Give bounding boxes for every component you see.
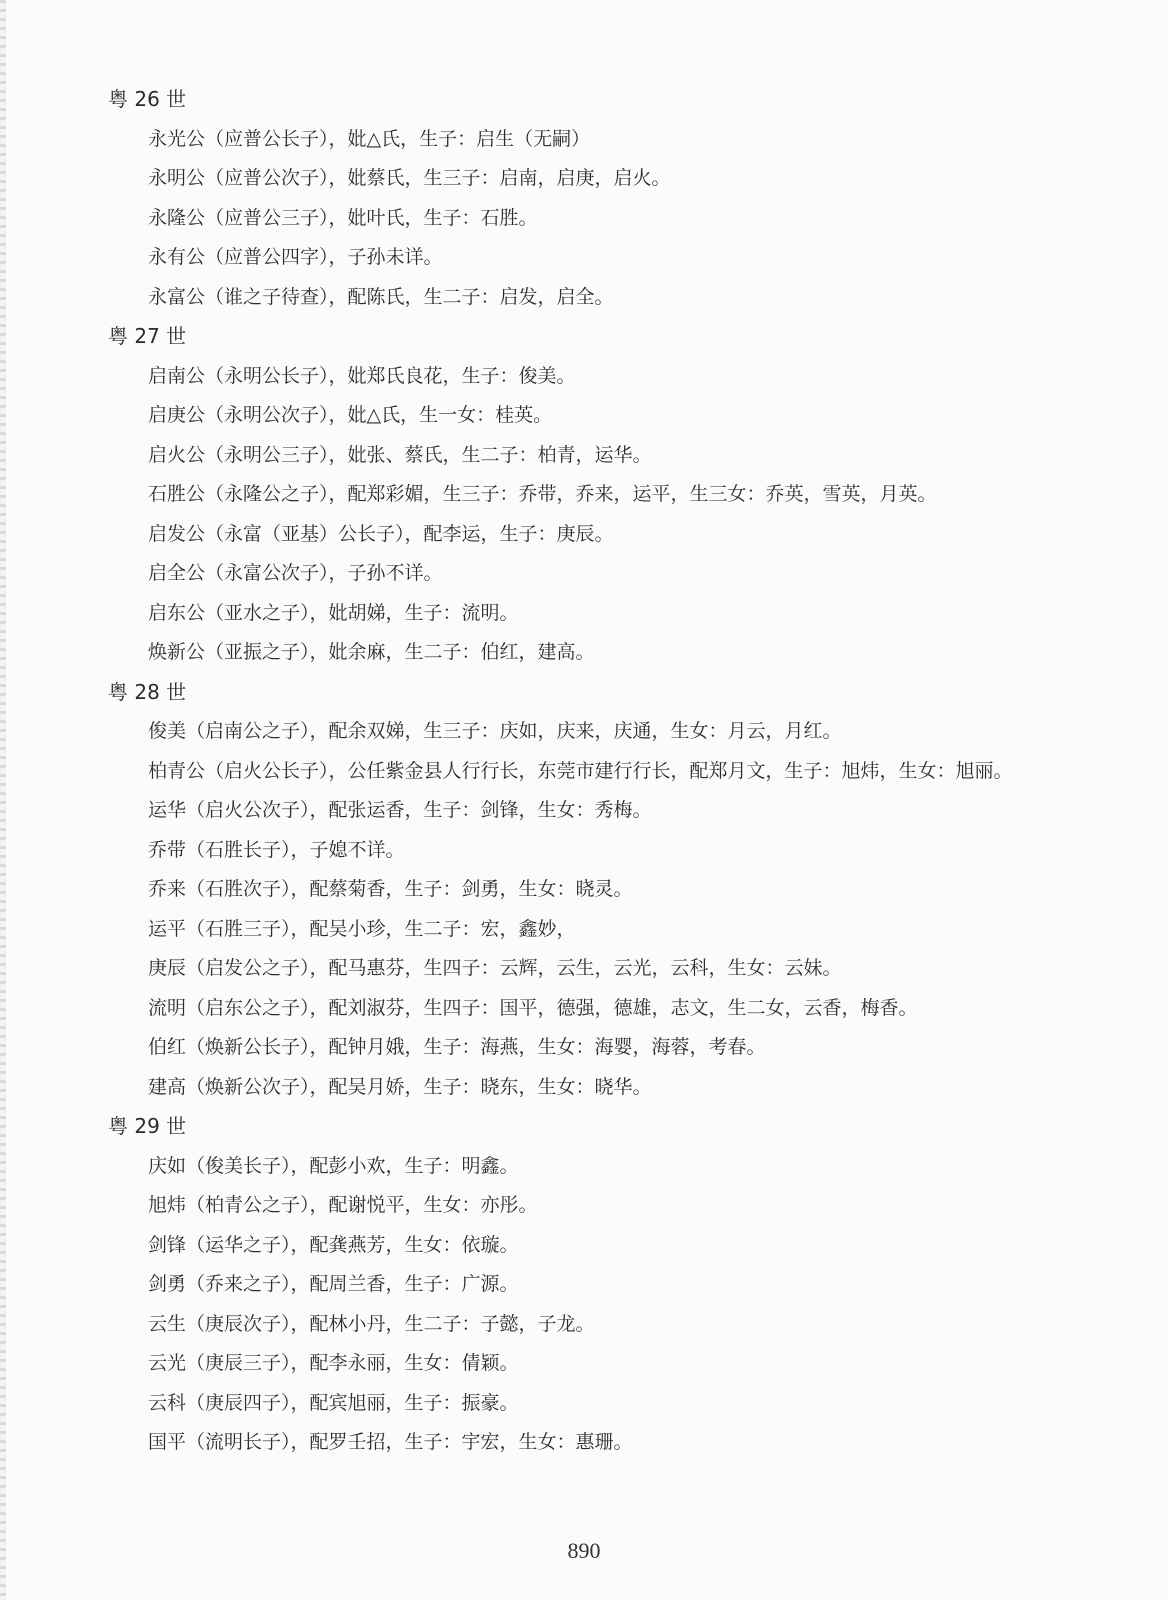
section-heading-27: 粤 27 世 [108,324,187,348]
entry: 云生（庚辰次子），配林小丹，生二子：子懿，子龙。 [148,1312,595,1335]
entry: 流明（启东公之子），配刘淑芬，生四子：国平，德强，德雄，志文，生二女，云香，梅香。 [148,996,918,1019]
entry: 旭炜（柏青公之子），配谢悦平，生女：亦彤。 [148,1194,538,1216]
entry: 启火公（永明公三子），妣张、蔡氏，生二子：柏青，运华。 [148,443,652,466]
entry: 永富公（谁之子待查），配陈氏，生二子：启发，启全。 [148,285,614,308]
entry: 永光公（应普公长子），妣△氏，生子：启生（无嗣） [148,127,591,150]
entry: 启东公（亚水之子），妣胡娣，生子：流明。 [148,601,519,624]
scan-edge [0,0,6,1600]
entry: 伯红（焕新公长子），配钟月娥，生子：海燕，生女：海婴，海蓉，考春。 [148,1036,766,1058]
entry: 剑锋（运华之子），配龚燕芳，生女：依璇。 [148,1233,519,1256]
entry: 云光（庚辰三子），配李永丽，生女：倩颖。 [148,1352,519,1374]
page-number: 890 [567,1538,601,1563]
entry: 庚辰（启发公之子），配马惠芬，生四子：云辉，云生，云光，云科，生女：云妹。 [148,957,842,979]
entry: 剑勇（乔来之子），配周兰香，生子：广源。 [148,1273,519,1295]
entry: 启庚公（永明公次子），妣△氏，生一女：桂英。 [148,404,553,426]
entry: 建高（焕新公次子），配吴月娇，生子：晓东，生女：晓华。 [148,1075,652,1098]
entry: 焕新公（亚振之子），妣余麻，生二子：伯红，建高。 [148,641,595,663]
genealogy-page [108,80,1098,1463]
entry: 国平（流明长子），配罗壬招，生子：宇宏，生女：惠珊。 [148,1431,633,1453]
section-heading-28: 粤 28 世 [108,679,187,704]
entry: 永有公（应普公四字），子孙未详。 [148,246,443,268]
entry: 运华（启火公次子），配张运香，生子：剑锋，生女：秀梅。 [148,799,652,821]
entry: 柏青公（启火公长子），公任紫金县人行行长，东莞市建行行长，配郑月文，生子：旭炜，生女：旭丽。 [148,759,1013,782]
entry: 永隆公（应普公三子），妣叶氏，生子：石胜。 [148,206,538,229]
entry: 云科（庚辰四子），配宾旭丽，生子：振豪。 [148,1391,519,1414]
section-heading-29: 粤 29 世 [108,1114,187,1138]
entry: 启发公（永富（亚基）公长子），配李运，生子：庚辰。 [148,522,614,545]
section-heading-26: 粤 26 世 [108,87,187,111]
entry: 永明公（应普公次子），妣蔡氏，生三子：启南，启庚，启火。 [148,167,671,189]
entry: 庆如（俊美长子），配彭小欢，生子：明鑫。 [148,1154,519,1177]
entry: 乔带（石胜长子），子媳不详。 [148,838,405,861]
entry: 启南公（永明公长子），妣郑氏良花，生子：俊美。 [148,364,576,387]
entry: 俊美（启南公之子），配余双娣，生三子：庆如，庆来，庆通，生女：月云，月红。 [148,720,842,742]
entry: 乔来（石胜次子），配蔡菊香，生子：剑勇，生女：晓灵。 [148,878,633,900]
entry: 运平（石胜三子），配吴小珍，生二子：宏，鑫妙， [148,917,576,940]
entry: 启全公（永富公次子），子孙不详。 [148,562,443,584]
entry: 石胜公（永隆公之子），配郑彩媚，生三子：乔带，乔来，运平，生三女：乔英，雪英，月英。 [148,483,937,505]
